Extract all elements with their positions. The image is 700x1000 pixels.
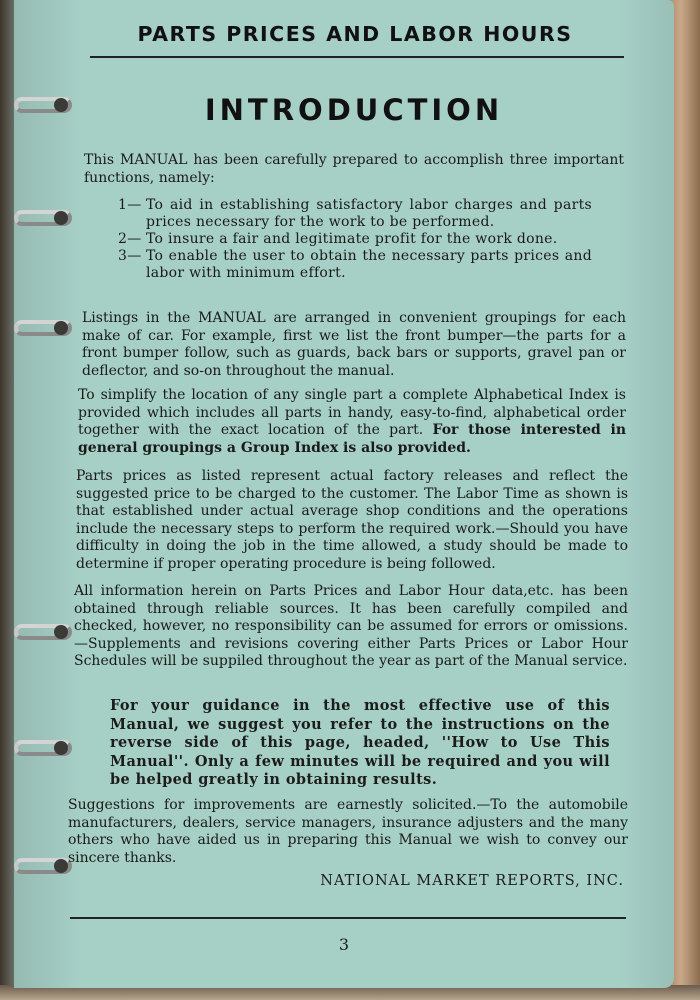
information-paragraph bbox=[74, 583, 628, 671]
publisher-signature: NATIONAL MARKET REPORTS, INC. bbox=[320, 873, 624, 889]
paragraph-text: Parts prices as listed represent actual factory releases and reflect the suggested price to be charged to the customer. The Labor Time as shown is that established under actual average shop conditions and the operations include the necessary steps to perform the required work.—Should you have difficulty in doing the job in the time allowed, a study should be made to determine if proper operating procedure is being followed. bbox=[76, 468, 628, 572]
running-header: PARTS PRICES AND LABOR HOURS bbox=[137, 22, 573, 46]
intro-lead bbox=[84, 152, 624, 187]
list-item-number: 1— bbox=[118, 197, 142, 213]
list-item-text: To enable the user to obtain the necessary parts prices and labor with minimum effort. bbox=[146, 248, 592, 281]
paragraph-text: All information herein on Parts Prices and Labor Hour data,etc. has been obtained through reliable sources. It has been carefully compiled and checked, however, no responsibility can be assumed for errors or omissions.—Supplements and revisions covering either Parts Prices or Labor Hour Schedules will be suppiled throughout the year as part of the Manual service. bbox=[74, 583, 628, 670]
page-number: 3 bbox=[338, 935, 350, 954]
functions-list bbox=[118, 197, 592, 282]
header-rule bbox=[90, 56, 624, 58]
punch-hole bbox=[54, 321, 68, 335]
index-paragraph bbox=[78, 387, 626, 457]
list-item-text: To insure a fair and legitimate profit for the work done. bbox=[146, 231, 558, 247]
punch-hole bbox=[54, 625, 68, 639]
footer-rule bbox=[70, 917, 626, 919]
list-item bbox=[118, 231, 592, 248]
punch-hole bbox=[54, 859, 68, 873]
list-item-text: To aid in establishing satisfactory labor charges and parts prices necessary for the work to be performed. bbox=[146, 197, 592, 230]
lead-paragraph: This MANUAL has been carefully prepared to accomplish three important functions, namely: bbox=[84, 152, 624, 186]
group-index-text: For those interested in general groupings a Group Index is also provided. bbox=[78, 422, 627, 456]
page-title: INTRODUCTION bbox=[204, 93, 504, 127]
punch-hole bbox=[54, 741, 68, 755]
manual-page bbox=[14, 0, 674, 988]
prices-paragraph bbox=[76, 468, 628, 574]
suggestions-paragraph bbox=[68, 797, 628, 867]
punch-hole bbox=[54, 98, 68, 112]
paragraph-text: Listings in the MANUAL are arranged in convenient groupings for each make of car. For example, first we list the front bumper—the parts for a front bumper follow, such as guards, back bars or supports, gravel pan or deflector, and so-on throughout the manual. bbox=[82, 310, 626, 379]
guidance-callout: For your guidance in the most effective use of this Manual, we suggest you refer to the instructions on the reverse side of this page, headed, ''How to Use This Manual''. Only a few minutes will be required and you will be helped greatly in obtaining results. bbox=[110, 697, 610, 788]
list-item bbox=[118, 197, 592, 231]
index-text: To simplify the location of any single part a complete Alphabetical Index is provided which includes all parts in handy, easy-to-find, alphabetical order together with the exact location of the part. bbox=[78, 387, 626, 439]
punch-hole bbox=[54, 211, 68, 225]
listings-paragraph bbox=[82, 310, 626, 380]
paragraph-text: Suggestions for improvements are earnestly solicited.—To the automobile manufacturers, dealers, service managers, insurance adjusters and the many others who have aided us in preparing this Manual we wish to convey our sincere thanks. bbox=[68, 797, 628, 866]
list-item bbox=[118, 248, 592, 282]
list-item-number: 2— bbox=[118, 231, 142, 247]
paragraph-text bbox=[78, 387, 626, 457]
list-item-number: 3— bbox=[118, 248, 142, 264]
